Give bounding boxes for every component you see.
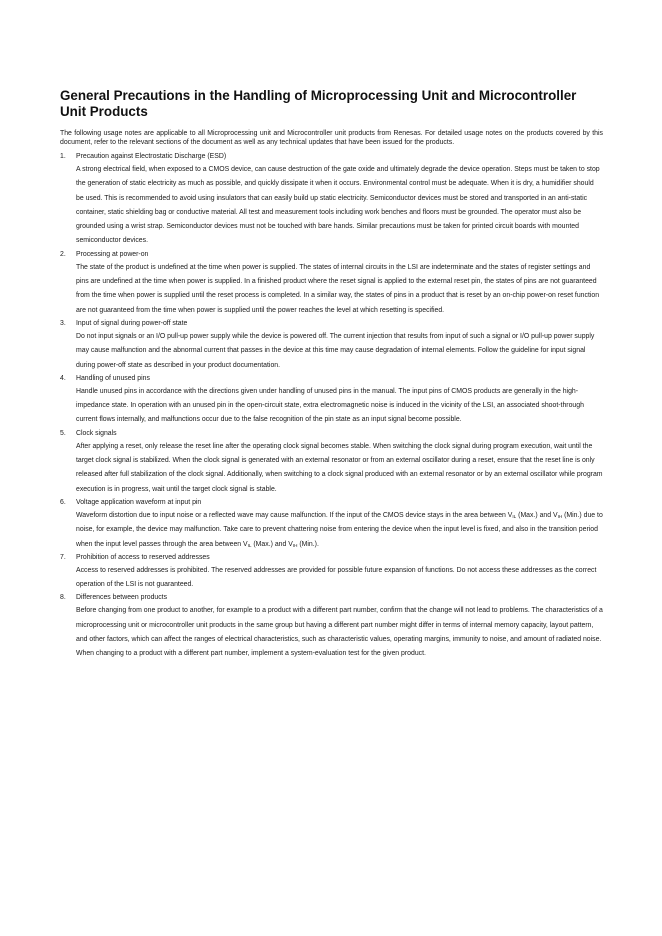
item-title: Clock signals [76,429,117,437]
item-title: Voltage application waveform at input pin [76,498,202,506]
list-item [60,249,603,318]
item-body: Before changing from one product to another, for example to a product with a different part number, confirm that the change will not lead to problems. The characteristics of a microprocessing unit or microcontroller unit products in the same group but having a different part number might differ in terms of internal memory capacity, layout pattern, and other factors, which can affect the ranges of electrical characteristics, such as characteristic values, operating margins, immunity to noise, and amount of radiated noise. When changing to a product with a different part number, implement a system-evaluation test for the given product. [76,607,603,658]
item-number: 4. [60,374,66,382]
list-item [60,592,603,661]
body-text: (Min.). [297,540,319,548]
item-number: 6. [60,498,66,506]
item-number: 8. [60,594,66,602]
intro-paragraph: The following usage notes are applicable to all Microprocessing unit and Microcontroller unit products from Renesas. For detailed usage notes on the products covered by this document, refer to the relevant sections of the document as well as any technical updates that have been issued for the products. [60,130,603,146]
precautions-list [60,151,603,662]
item-title: Handling of unused pins [76,374,150,382]
subscript-il: IL [512,513,517,519]
item-title: Precaution against Electrostatic Discharge (ESD) [76,153,227,160]
item-title: Processing at power-on [76,250,149,258]
list-item [60,151,603,249]
item-body: Do not input signals or an I/O pull-up power supply while the device is powered off. The current injection that results from input of such a signal or I/O pull-up power supply may cause malfunction and the abnormal current that passes in the device at this time may cause degradation of internal elements. Follow the guideline for input signal during power-off state as described in your product documentation. [76,332,595,369]
item-body: Access to reserved addresses is prohibited. The reserved addresses are provided for possible future expansion of functions. Do not access these addresses as the correct operation of the LSI is not guaranteed. [76,566,597,589]
item-number: 5. [60,429,66,437]
subscript-ih: IH [557,513,563,519]
item-title: Prohibition of access to reserved addresses [76,553,210,561]
document-page [60,88,603,662]
page-title: General Precautions in the Handling of Microprocessing Unit and Microcontroller Unit Products [60,88,577,119]
item-body: A strong electrical field, when exposed to a CMOS device, can cause destruction of the gate oxide and ultimately degrade the device operation. Steps must be taken to stop the generation of static electricity as much as possible, and quickly dissipate it when it occurs. Environmental control must be adequate. When it is dry, a humidifier should be used. This is recommended to avoid using insulators that can easily build up static electricity. Semiconductor devices must be stored and transported in an anti-static container, static shielding bag or conductive material. All test and measurement tools including work benches and floors must be grounded. The operator must also be grounded using a wrist strap. Semiconductor devices must not be touched with bare hands. Similar precautions must be taken for printed circuit boards with mounted semiconductor devices. [76,166,600,245]
item-number: 7. [60,553,66,561]
list-item [60,373,603,428]
item-number: 3. [60,319,66,327]
subscript-ih: IH [292,542,298,548]
item-body: After applying a reset, only release the reset line after the operating clock signal becomes stable. When switching the clock signal during program execution, wait until the target clock signal is stabilized. When the clock signal is generated with an external resonator or from an external oscillator during a reset, ensure that the reset line is only released after full stabilization of the clock signal. Additionally, when switching to a clock signal produced with an external resonator or by an external oscillator while program execution is in progress, wait until the target clock signal is stable. [76,442,603,493]
item-number: 2. [60,250,66,258]
list-item [60,428,603,497]
item-title: Input of signal during power-off state [76,319,188,327]
item-body [76,509,603,552]
item-title: Differences between products [76,594,168,602]
list-item [60,497,603,552]
body-text: (Min.) due to noise, for example, the device may malfunction. Take care to prevent chattering noise from entering the device when the input level is fixed, and also in the transition period when the input level passes through the area between V [76,511,603,548]
body-text: (Max.) and V [251,540,293,548]
list-item [60,552,603,593]
body-text: (Max.) and V [516,511,558,519]
subscript-il: IL [247,542,252,548]
body-text: Waveform distortion due to input noise or a reflected wave may cause malfunction. If the input of the CMOS device stays in the area between V [76,511,513,519]
list-item [60,318,603,373]
item-body: The state of the product is undefined at the time when power is supplied. The states of internal circuits in the LSI are indeterminate and the states of register settings and pins are undefined at the time when power is supplied. In a finished product where the reset signal is applied to the external reset pin, the states of pins are not guaranteed from the time when power is supplied until the reset process is completed. In a similar way, the states of pins in a product that is reset by an on-chip power-on reset function are not guaranteed from the time when power is supplied until the power reaches the level at which resetting is specified. [76,263,600,314]
item-number: 1. [60,153,66,160]
item-body: Handle unused pins in accordance with the directions given under handling of unused pins in the manual. The input pins of CMOS products are generally in the high-impedance state. In operation with an unused pin in the open-circuit state, extra electromagnetic noise is induced in the vicinity of the LSI, an associated shoot-through current flows internally, and malfunctions occur due to the false recognition of the pin state as an input signal become possible. [76,387,584,424]
